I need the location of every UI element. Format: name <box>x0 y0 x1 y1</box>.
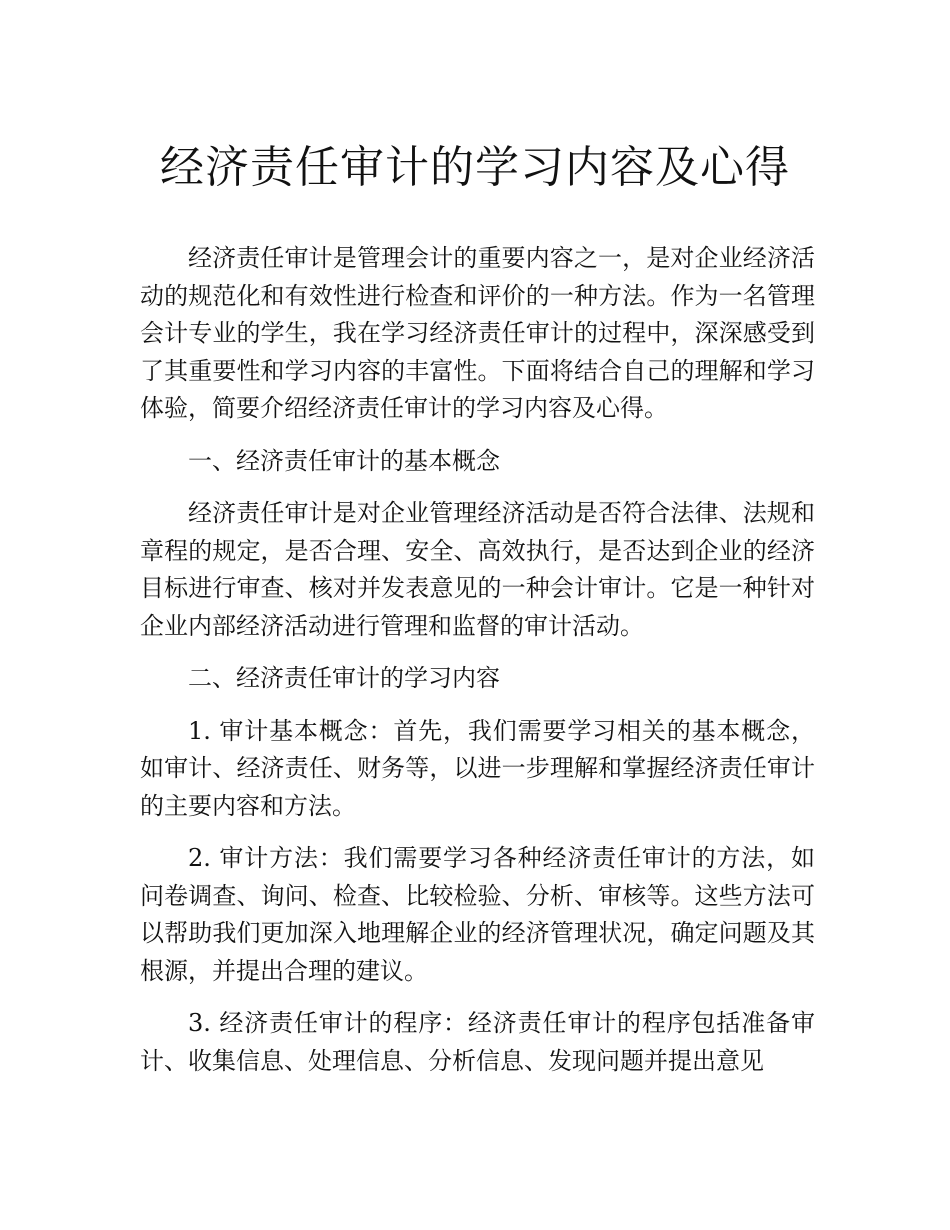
document-title: 经济责任审计的学习内容及心得 <box>160 142 790 193</box>
basic-concept-paragraph: 经济责任审计是对企业管理经济活动是否符合法律、法规和章程的规定，是否合理、安全、高效执行，是否达到企业的经济目标进行审查、核对并发表意见的一种会计审计。它是一种针对企业内部经济活动进行管理和监督的审计活动。 <box>140 499 815 640</box>
intro-paragraph: 经济责任审计是管理会计的重要内容之一，是对企业经济活动的规范化和有效性进行检查和评价的一种方法。作为一名管理会计专业的学生，我在学习经济责任审计的过程中，深深感受到了其重要性和学习内容的丰富性。下面将结合自己的理解和学习体验，简要介绍经济责任审计的学习内容及心得。 <box>140 244 815 422</box>
list-item-audit-basics: 1. 审计基本概念：首先，我们需要学习相关的基本概念，如审计、经济责任、财务等，以进一步理解和掌握经济责任审计的主要内容和方法。 <box>140 716 815 820</box>
list-item-audit-methods: 2. 审计方法：我们需要学习各种经济责任审计的方法，如问卷调查、询问、检查、比较检验、分析、审核等。这些方法可以帮助我们更加深入地理解企业的经济管理状况，确定问题及其根源，并提出合理的建议。 <box>140 844 815 985</box>
section-heading-learning-content: 二、经济责任审计的学习内容 <box>188 664 500 692</box>
document-body <box>140 240 815 1095</box>
section-heading-basic-concept: 一、经济责任审计的基本概念 <box>188 446 500 475</box>
list-item-audit-procedure: 3. 经济责任审计的程序：经济责任审计的程序包括准备审计、收集信息、处理信息、分析信息、发现问题并提出意见 <box>140 1009 815 1075</box>
